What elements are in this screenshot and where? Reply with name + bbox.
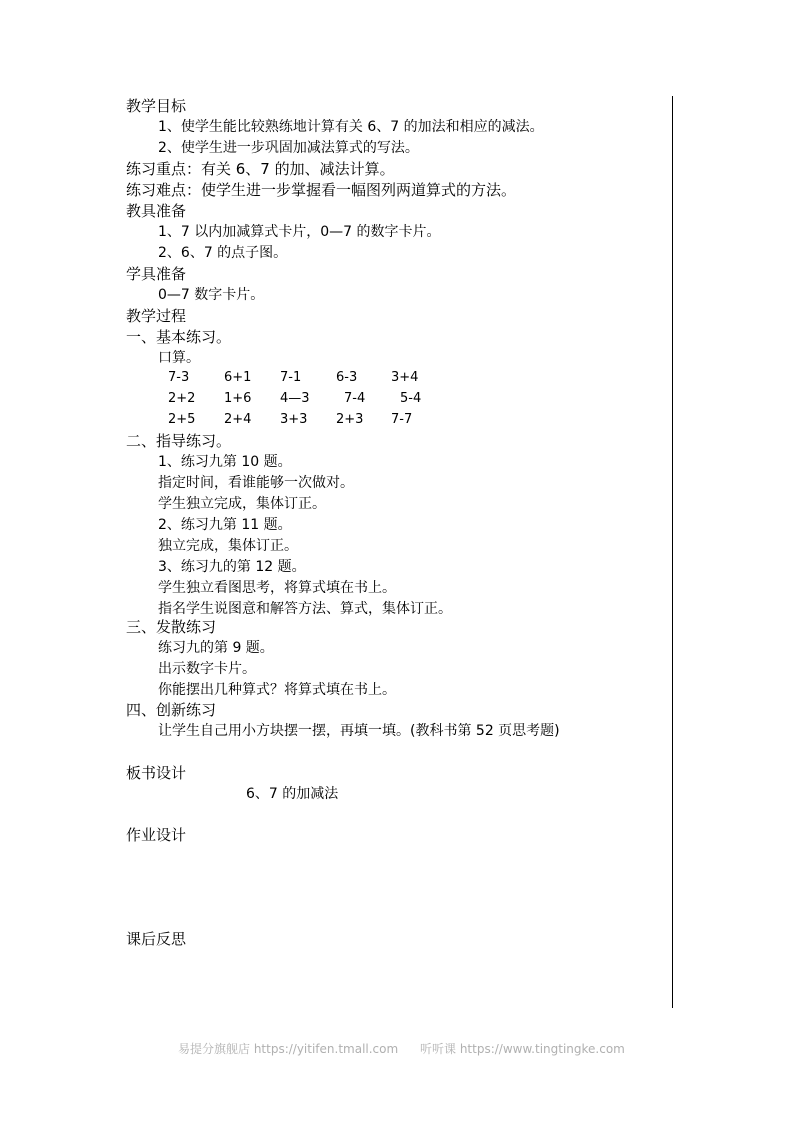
s2-line: 3、练习九的第 12 题。: [158, 559, 306, 575]
calc-item: 2+5: [168, 412, 196, 427]
oral-calc-label: 口算。: [158, 350, 200, 366]
section-4-heading: 四、创新练习: [126, 701, 217, 719]
s2-line: 1、练习九第 10 题。: [158, 454, 292, 470]
section-3-heading: 三、发散练习: [126, 618, 217, 636]
s2-line: 指名学生说图意和解答方法、算式，集体订正。: [158, 601, 452, 617]
calc-item: 6+1: [224, 370, 252, 385]
s3-line: 出示数字卡片。: [158, 661, 256, 677]
key-point: 练习重点：有关 6、7 的加、减法计算。: [126, 160, 395, 178]
s3-line: 你能摆出几种算式？将算式填在书上。: [158, 682, 396, 698]
calc-item: 7-1: [280, 370, 302, 385]
page-footer: [0, 1040, 793, 1058]
calc-item: 7-7: [391, 412, 413, 427]
section-2-heading: 二、指导练习。: [126, 432, 232, 450]
s2-line: 学生独立完成，集体订正。: [158, 496, 326, 512]
calc-item: 2+2: [168, 391, 196, 406]
teacher-prep-1: 1、7 以内加减算式卡片，0—7 的数字卡片。: [158, 224, 441, 240]
calc-item: 4—3: [280, 391, 310, 406]
s2-line: 独立完成，集体订正。: [158, 538, 298, 554]
process-heading: 教学过程: [126, 307, 187, 325]
right-border-line: [672, 96, 673, 1008]
footer-right-link[interactable]: 听听课 https://www.tingtingke.com: [420, 1042, 625, 1056]
calc-item: 6-3: [336, 370, 358, 385]
s2-line: 2、练习九第 11 题。: [158, 517, 292, 533]
calc-item: 3+3: [280, 412, 308, 427]
calc-item: 5-4: [400, 391, 422, 406]
section-1-heading: 一、基本练习。: [126, 328, 232, 346]
footer-left-link[interactable]: 易提分旗舰店 https://yitifen.tmall.com: [178, 1042, 399, 1056]
reflection-heading: 课后反思: [126, 930, 187, 948]
board-title: 6、7 的加减法: [246, 786, 339, 802]
calc-item: 7-4: [344, 391, 366, 406]
board-heading: 板书设计: [126, 764, 187, 782]
teacher-prep-heading: 教具准备: [126, 202, 187, 220]
calc-item: 2+3: [336, 412, 364, 427]
s2-line: 指定时间，看谁能够一次做对。: [158, 475, 354, 491]
goal-1: 1、使学生能比较熟练地计算有关 6、7 的加法和相应的减法。: [158, 119, 544, 135]
goals-heading: 教学目标: [126, 97, 187, 115]
homework-heading: 作业设计: [126, 826, 187, 844]
teacher-prep-2: 2、6、7 的点子图。: [158, 245, 288, 261]
calc-item: 1+6: [224, 391, 252, 406]
calc-item: 2+4: [224, 412, 252, 427]
s3-line: 练习九的第 9 题。: [158, 640, 274, 656]
difficulty: 练习难点：使学生进一步掌握看一幅图列两道算式的方法。: [126, 181, 517, 199]
student-prep-heading: 学具准备: [126, 265, 187, 283]
s4-line: 让学生自己用小方块摆一摆，再填一填。(教科书第 52 页思考题): [158, 723, 560, 739]
student-prep-1: 0—7 数字卡片。: [158, 287, 265, 303]
calc-item: 3+4: [391, 370, 419, 385]
goal-2: 2、使学生进一步巩固加减法算式的写法。: [158, 140, 419, 156]
calc-item: 7-3: [168, 370, 190, 385]
s2-line: 学生独立看图思考，将算式填在书上。: [158, 580, 396, 596]
